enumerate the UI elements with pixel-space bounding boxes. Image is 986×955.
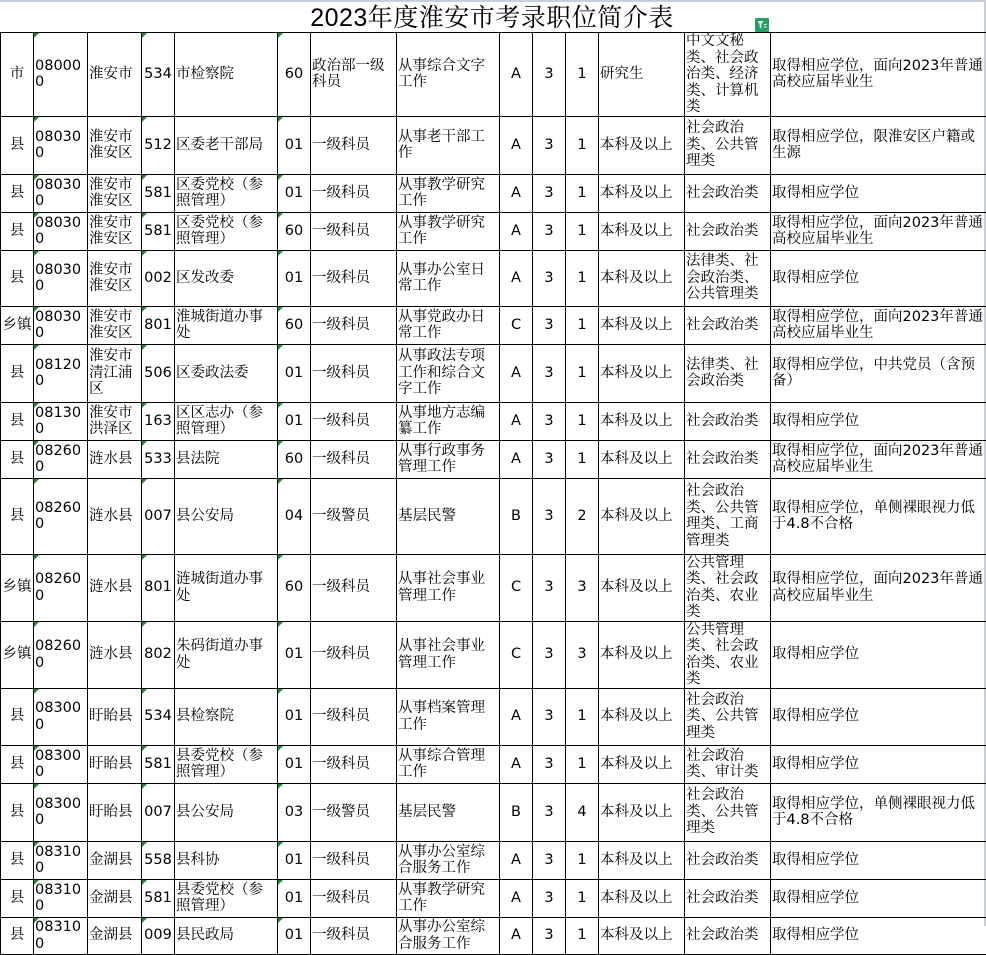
cell-level[interactable]: 县 <box>1 745 34 783</box>
cell-major[interactable]: 公共管理类、社会政治类、农业类 <box>685 621 771 688</box>
cell-region[interactable]: 盱眙县 <box>88 783 142 841</box>
cell-unit[interactable]: 县公安局 <box>175 783 278 841</box>
cell-region-code[interactable]: 080300 <box>34 250 88 306</box>
cell-category[interactable]: A <box>500 841 533 879</box>
cell-category[interactable]: A <box>500 344 533 402</box>
cell-other[interactable]: 取得相应学位 <box>771 688 986 745</box>
cell-major[interactable]: 社会政治类、公共管理类 <box>685 688 771 745</box>
cell-duty[interactable]: 从事综合文字工作 <box>397 33 500 117</box>
cell-major[interactable]: 社会政治类、公共管理类 <box>685 116 771 174</box>
cell-region[interactable]: 金湖县 <box>88 841 142 879</box>
cell-level[interactable]: 乡镇 <box>1 621 34 688</box>
cell-other[interactable]: 取得相应学位 <box>771 402 986 440</box>
cell-category[interactable]: A <box>500 212 533 250</box>
cell-major[interactable]: 社会政治类 <box>685 402 771 440</box>
cell-ratio[interactable]: 3 <box>533 621 566 688</box>
cell-major[interactable]: 法律类、社会政治类 <box>685 344 771 402</box>
table-row <box>1 212 986 250</box>
cell-education[interactable]: 本科及以上 <box>599 402 685 440</box>
cell-ratio[interactable]: 3 <box>533 212 566 250</box>
cell-unit-code[interactable]: 581 <box>142 879 175 917</box>
cell-category[interactable]: C <box>500 621 533 688</box>
cell-duty[interactable]: 从事党政办日常工作 <box>397 306 500 344</box>
cell-ratio[interactable]: 3 <box>533 344 566 402</box>
cell-category[interactable]: A <box>500 688 533 745</box>
cell-position-code[interactable]: 01 <box>278 402 311 440</box>
cell-ratio[interactable]: 3 <box>533 306 566 344</box>
cell-level[interactable]: 县 <box>1 879 34 917</box>
cell-level[interactable]: 县 <box>1 478 34 554</box>
cell-region-code[interactable]: 082600 <box>34 554 88 621</box>
cell-region[interactable]: 涟水县 <box>88 554 142 621</box>
cell-other[interactable]: 取得相应学位，单侧裸眼视力低于4.8不合格 <box>771 478 986 554</box>
cell-position[interactable]: 一级警员 <box>311 478 397 554</box>
cell-category[interactable]: C <box>500 554 533 621</box>
cell-duty[interactable]: 从事教学研究工作 <box>397 879 500 917</box>
cell-region-code[interactable]: 083100 <box>34 917 88 954</box>
cell-region[interactable]: 涟水县 <box>88 440 142 478</box>
cell-duty[interactable]: 从事政法专项工作和综合文字工作 <box>397 344 500 402</box>
cell-region-code[interactable]: 080300 <box>34 116 88 174</box>
cell-education[interactable]: 本科及以上 <box>599 745 685 783</box>
cell-position[interactable]: 一级科员 <box>311 116 397 174</box>
cell-other[interactable]: 取得相应学位 <box>771 841 986 879</box>
cell-other[interactable]: 取得相应学位，中共党员（含预备） <box>771 344 986 402</box>
cell-position-code[interactable]: 04 <box>278 478 311 554</box>
cell-position[interactable]: 一级科员 <box>311 174 397 212</box>
cell-unit[interactable]: 区委党校（参照管理） <box>175 212 278 250</box>
cell-count[interactable]: 3 <box>566 621 599 688</box>
cell-major[interactable]: 社会政治类 <box>685 879 771 917</box>
cell-category[interactable]: A <box>500 440 533 478</box>
cell-ratio[interactable]: 3 <box>533 554 566 621</box>
table-row <box>1 402 986 440</box>
cell-other[interactable]: 取得相应学位 <box>771 879 986 917</box>
cell-ratio[interactable]: 3 <box>533 478 566 554</box>
cell-major[interactable]: 社会政治类、公共管理类、工商管理类 <box>685 478 771 554</box>
cell-unit-code[interactable]: 802 <box>142 621 175 688</box>
cell-other[interactable]: 取得相应学位，面向2023年普通高校应届毕业生 <box>771 554 986 621</box>
cell-duty[interactable]: 从事综合管理工作 <box>397 745 500 783</box>
table-row <box>1 344 986 402</box>
cell-other[interactable]: 取得相应学位 <box>771 917 986 954</box>
cell-position-code[interactable]: 01 <box>278 688 311 745</box>
cell-other[interactable]: 取得相应学位 <box>771 621 986 688</box>
cell-duty[interactable]: 基层民警 <box>397 783 500 841</box>
cell-major[interactable]: 社会政治类 <box>685 440 771 478</box>
cell-count[interactable]: 1 <box>566 250 599 306</box>
table-row <box>1 621 986 688</box>
cell-position-code[interactable]: 60 <box>278 306 311 344</box>
cell-region[interactable]: 淮安市淮安区 <box>88 174 142 212</box>
cell-ratio[interactable]: 3 <box>533 745 566 783</box>
table-row <box>1 174 986 212</box>
table-row <box>1 745 986 783</box>
cell-education[interactable]: 研究生 <box>599 33 685 117</box>
cell-category[interactable]: A <box>500 250 533 306</box>
cell-other[interactable]: 取得相应学位，限淮安区户籍或生源 <box>771 116 986 174</box>
cell-region[interactable]: 盱眙县 <box>88 688 142 745</box>
cell-category[interactable]: A <box>500 745 533 783</box>
cell-ratio[interactable]: 3 <box>533 440 566 478</box>
cell-unit[interactable]: 县法院 <box>175 440 278 478</box>
cell-ratio[interactable]: 3 <box>533 33 566 117</box>
cell-ratio[interactable]: 3 <box>533 879 566 917</box>
cell-count[interactable]: 1 <box>566 879 599 917</box>
cell-position-code[interactable]: 01 <box>278 841 311 879</box>
cell-unit-code[interactable]: 534 <box>142 688 175 745</box>
cell-region[interactable]: 涟水县 <box>88 621 142 688</box>
cell-ratio[interactable]: 3 <box>533 116 566 174</box>
cell-unit-code[interactable]: 581 <box>142 212 175 250</box>
table-row <box>1 478 986 554</box>
cell-major[interactable]: 社会政治类、公共管理类 <box>685 783 771 841</box>
cell-count[interactable]: 1 <box>566 688 599 745</box>
cell-major[interactable]: 社会政治类、审计类 <box>685 745 771 783</box>
table-row <box>1 841 986 879</box>
cell-level[interactable]: 县 <box>1 688 34 745</box>
cell-position[interactable]: 一级科员 <box>311 745 397 783</box>
cell-region[interactable]: 盱眙县 <box>88 745 142 783</box>
cell-unit[interactable]: 区委政法委 <box>175 344 278 402</box>
table-row <box>1 33 986 117</box>
cell-position[interactable]: 一级科员 <box>311 440 397 478</box>
cell-region-code[interactable]: 082600 <box>34 621 88 688</box>
cell-ratio[interactable]: 3 <box>533 688 566 745</box>
cell-position-code[interactable]: 01 <box>278 621 311 688</box>
cell-duty[interactable]: 从事社会事业管理工作 <box>397 554 500 621</box>
cell-category[interactable]: B <box>500 478 533 554</box>
cell-position[interactable]: 一级科员 <box>311 250 397 306</box>
cell-duty[interactable]: 从事档案管理工作 <box>397 688 500 745</box>
cell-region[interactable]: 淮安市淮安区 <box>88 250 142 306</box>
cell-unit[interactable]: 区委党校（参照管理） <box>175 174 278 212</box>
cell-duty[interactable]: 从事教学研究工作 <box>397 174 500 212</box>
cell-position-code[interactable]: 03 <box>278 783 311 841</box>
cell-position[interactable]: 一级科员 <box>311 306 397 344</box>
cell-unit-code[interactable]: 007 <box>142 783 175 841</box>
cell-region[interactable]: 淮安市清江浦区 <box>88 344 142 402</box>
cell-category[interactable]: A <box>500 917 533 954</box>
cell-unit[interactable]: 县科协 <box>175 841 278 879</box>
table-row <box>1 306 986 344</box>
cell-other[interactable]: 取得相应学位，面向2023年普通高校应届毕业生 <box>771 33 986 117</box>
cell-count[interactable]: 1 <box>566 212 599 250</box>
cell-education[interactable]: 本科及以上 <box>599 174 685 212</box>
cell-region[interactable]: 金湖县 <box>88 917 142 954</box>
cell-position[interactable]: 政治部一级科员 <box>311 33 397 117</box>
cell-level[interactable]: 县 <box>1 440 34 478</box>
cell-major[interactable]: 社会政治类 <box>685 306 771 344</box>
cell-category[interactable]: A <box>500 402 533 440</box>
cell-category[interactable]: A <box>500 174 533 212</box>
cell-education[interactable]: 本科及以上 <box>599 478 685 554</box>
cell-position[interactable]: 一级科员 <box>311 554 397 621</box>
cell-unit[interactable]: 县公安局 <box>175 478 278 554</box>
cell-education[interactable]: 本科及以上 <box>599 212 685 250</box>
cell-duty[interactable]: 从事社会事业管理工作 <box>397 621 500 688</box>
cell-position[interactable]: 一级科员 <box>311 688 397 745</box>
cell-unit-code[interactable]: 534 <box>142 33 175 117</box>
cell-ratio[interactable]: 3 <box>533 250 566 306</box>
cell-position[interactable]: 一级科员 <box>311 621 397 688</box>
cell-position-code[interactable]: 01 <box>278 174 311 212</box>
cell-region-code[interactable]: 083100 <box>34 879 88 917</box>
cell-unit[interactable]: 淮城街道办事处 <box>175 306 278 344</box>
table-row <box>1 917 986 954</box>
cell-major[interactable]: 社会政治类 <box>685 174 771 212</box>
cell-unit[interactable]: 区发改委 <box>175 250 278 306</box>
cell-region[interactable]: 淮安市 <box>88 33 142 117</box>
cell-level[interactable]: 县 <box>1 841 34 879</box>
cell-count[interactable]: 1 <box>566 440 599 478</box>
cell-position-code[interactable]: 60 <box>278 440 311 478</box>
cell-region-code[interactable]: 080300 <box>34 212 88 250</box>
table-row <box>1 116 986 174</box>
cell-education[interactable]: 本科及以上 <box>599 783 685 841</box>
cell-region-code[interactable]: 083000 <box>34 745 88 783</box>
cell-duty[interactable]: 从事地方志编纂工作 <box>397 402 500 440</box>
cell-major[interactable]: 社会政治类 <box>685 841 771 879</box>
cell-category[interactable]: A <box>500 33 533 117</box>
cell-level[interactable]: 县 <box>1 917 34 954</box>
cell-unit-code[interactable]: 002 <box>142 250 175 306</box>
cell-education[interactable]: 本科及以上 <box>599 879 685 917</box>
cell-position-code[interactable]: 01 <box>278 917 311 954</box>
cell-unit[interactable]: 朱码街道办事处 <box>175 621 278 688</box>
cell-unit[interactable]: 县委党校（参照管理） <box>175 879 278 917</box>
cell-region[interactable]: 淮安市淮安区 <box>88 116 142 174</box>
cell-count[interactable]: 1 <box>566 174 599 212</box>
cell-major[interactable]: 社会政治类 <box>685 212 771 250</box>
cell-region-code[interactable]: 083100 <box>34 841 88 879</box>
cell-unit-code[interactable]: 007 <box>142 478 175 554</box>
cell-region-code[interactable]: 081300 <box>34 402 88 440</box>
cell-region-code[interactable]: 080000 <box>34 33 88 117</box>
cell-major[interactable]: 公共管理类、社会政治类、农业类 <box>685 554 771 621</box>
cell-category[interactable]: B <box>500 783 533 841</box>
cell-major[interactable]: 社会政治类 <box>685 917 771 954</box>
cell-count[interactable]: 1 <box>566 917 599 954</box>
table-row <box>1 783 986 841</box>
table-row <box>1 250 986 306</box>
cell-level[interactable]: 县 <box>1 344 34 402</box>
cell-region-code[interactable]: 083000 <box>34 688 88 745</box>
cell-position[interactable]: 一级科员 <box>311 917 397 954</box>
filter-icon[interactable] <box>755 18 769 32</box>
cell-unit-code[interactable]: 506 <box>142 344 175 402</box>
cell-other[interactable]: 取得相应学位，面向2023年普通高校应届毕业生 <box>771 212 986 250</box>
cell-education[interactable]: 本科及以上 <box>599 344 685 402</box>
cell-ratio[interactable]: 3 <box>533 841 566 879</box>
cell-duty[interactable]: 从事办公室综合服务工作 <box>397 917 500 954</box>
cell-category[interactable]: A <box>500 116 533 174</box>
cell-level[interactable]: 县 <box>1 212 34 250</box>
cell-unit-code[interactable]: 801 <box>142 554 175 621</box>
cell-unit[interactable]: 县委党校（参照管理） <box>175 745 278 783</box>
cell-position-code[interactable]: 60 <box>278 554 311 621</box>
cell-position[interactable]: 一级警员 <box>311 783 397 841</box>
cell-ratio[interactable]: 3 <box>533 783 566 841</box>
cell-duty[interactable]: 从事老干部工作 <box>397 116 500 174</box>
cell-position[interactable]: 一级科员 <box>311 344 397 402</box>
cell-level[interactable]: 县 <box>1 402 34 440</box>
cell-duty[interactable]: 从事行政事务管理工作 <box>397 440 500 478</box>
cell-position-code[interactable]: 01 <box>278 745 311 783</box>
cell-ratio[interactable]: 3 <box>533 402 566 440</box>
cell-duty[interactable]: 基层民警 <box>397 478 500 554</box>
cell-region[interactable]: 淮安市淮安区 <box>88 212 142 250</box>
cell-count[interactable]: 1 <box>566 306 599 344</box>
cell-ratio[interactable]: 3 <box>533 174 566 212</box>
cell-unit-code[interactable]: 558 <box>142 841 175 879</box>
cell-count[interactable]: 4 <box>566 783 599 841</box>
cell-region[interactable]: 涟水县 <box>88 478 142 554</box>
cell-education[interactable]: 本科及以上 <box>599 250 685 306</box>
cell-duty[interactable]: 从事办公室日常工作 <box>397 250 500 306</box>
cell-major[interactable]: 中文文秘类、社会政治类、经济类、计算机类 <box>685 33 771 117</box>
cell-unit-code[interactable]: 801 <box>142 306 175 344</box>
positions-table <box>0 32 986 955</box>
cell-duty[interactable]: 从事教学研究工作 <box>397 212 500 250</box>
cell-level[interactable]: 乡镇 <box>1 554 34 621</box>
cell-position[interactable]: 一级科员 <box>311 212 397 250</box>
cell-unit[interactable]: 区区志办（参照管理） <box>175 402 278 440</box>
cell-position-code[interactable]: 60 <box>278 33 311 117</box>
cell-unit-code[interactable]: 009 <box>142 917 175 954</box>
cell-education[interactable]: 本科及以上 <box>599 841 685 879</box>
cell-other[interactable]: 取得相应学位 <box>771 745 986 783</box>
cell-region-code[interactable]: 081200 <box>34 344 88 402</box>
cell-level[interactable]: 县 <box>1 783 34 841</box>
cell-education[interactable]: 本科及以上 <box>599 440 685 478</box>
cell-region-code[interactable]: 082600 <box>34 440 88 478</box>
cell-other[interactable]: 取得相应学位 <box>771 174 986 212</box>
table-row <box>1 688 986 745</box>
table-row <box>1 440 986 478</box>
cell-position[interactable]: 一级科员 <box>311 841 397 879</box>
cell-unit-code[interactable]: 533 <box>142 440 175 478</box>
cell-position-code[interactable]: 01 <box>278 116 311 174</box>
cell-unit[interactable]: 涟城街道办事处 <box>175 554 278 621</box>
cell-region-code[interactable]: 080300 <box>34 174 88 212</box>
cell-unit[interactable]: 市检察院 <box>175 33 278 117</box>
cell-level[interactable]: 县 <box>1 174 34 212</box>
funnel-icon <box>757 20 767 30</box>
cell-count[interactable]: 1 <box>566 745 599 783</box>
cell-duty[interactable]: 从事办公室综合服务工作 <box>397 841 500 879</box>
cell-other[interactable]: 取得相应学位 <box>771 250 986 306</box>
table-row <box>1 879 986 917</box>
cell-unit-code[interactable]: 163 <box>142 402 175 440</box>
cell-region[interactable]: 金湖县 <box>88 879 142 917</box>
cell-count[interactable]: 1 <box>566 116 599 174</box>
cell-ratio[interactable]: 3 <box>533 917 566 954</box>
cell-position-code[interactable]: 01 <box>278 879 311 917</box>
cell-unit[interactable]: 县民政局 <box>175 917 278 954</box>
cell-region-code[interactable]: 082600 <box>34 478 88 554</box>
cell-region-code[interactable]: 083000 <box>34 783 88 841</box>
cell-unit[interactable]: 区委老干部局 <box>175 116 278 174</box>
cell-level[interactable]: 乡镇 <box>1 306 34 344</box>
cell-region[interactable]: 淮安市洪泽区 <box>88 402 142 440</box>
cell-other[interactable]: 取得相应学位，面向2023年普通高校应届毕业生 <box>771 440 986 478</box>
cell-level[interactable]: 县 <box>1 250 34 306</box>
cell-position[interactable]: 一级科员 <box>311 879 397 917</box>
cell-position-code[interactable]: 01 <box>278 250 311 306</box>
cell-unit-code[interactable]: 581 <box>142 745 175 783</box>
cell-education[interactable]: 本科及以上 <box>599 554 685 621</box>
cell-count[interactable]: 1 <box>566 402 599 440</box>
cell-unit-code[interactable]: 581 <box>142 174 175 212</box>
cell-position[interactable]: 一级科员 <box>311 402 397 440</box>
cell-education[interactable]: 本科及以上 <box>599 116 685 174</box>
cell-unit[interactable]: 县检察院 <box>175 688 278 745</box>
cell-position-code[interactable]: 01 <box>278 344 311 402</box>
cell-major[interactable]: 法律类、社会政治类、公共管理类 <box>685 250 771 306</box>
cell-region-code[interactable]: 080300 <box>34 306 88 344</box>
cell-count[interactable]: 1 <box>566 344 599 402</box>
title-bar <box>0 2 984 32</box>
cell-count[interactable]: 2 <box>566 478 599 554</box>
cell-education[interactable]: 本科及以上 <box>599 306 685 344</box>
table-row <box>1 554 986 621</box>
cell-count[interactable]: 1 <box>566 841 599 879</box>
cell-level[interactable]: 县 <box>1 116 34 174</box>
cell-region[interactable]: 淮安市淮安区 <box>88 306 142 344</box>
cell-category[interactable]: A <box>500 879 533 917</box>
cell-position-code[interactable]: 60 <box>278 212 311 250</box>
cell-education[interactable]: 本科及以上 <box>599 621 685 688</box>
cell-category[interactable]: C <box>500 306 533 344</box>
cell-unit-code[interactable]: 512 <box>142 116 175 174</box>
cell-count[interactable]: 3 <box>566 554 599 621</box>
sheet-title[interactable]: 2023年度淮安市考录职位简介表 <box>0 4 984 32</box>
cell-education[interactable]: 本科及以上 <box>599 917 685 954</box>
cell-count[interactable]: 1 <box>566 33 599 117</box>
cell-other[interactable]: 取得相应学位，单侧裸眼视力低于4.8不合格 <box>771 783 986 841</box>
cell-level[interactable]: 市 <box>1 33 34 117</box>
cell-education[interactable]: 本科及以上 <box>599 688 685 745</box>
cell-other[interactable]: 取得相应学位，面向2023年普通高校应届毕业生 <box>771 306 986 344</box>
